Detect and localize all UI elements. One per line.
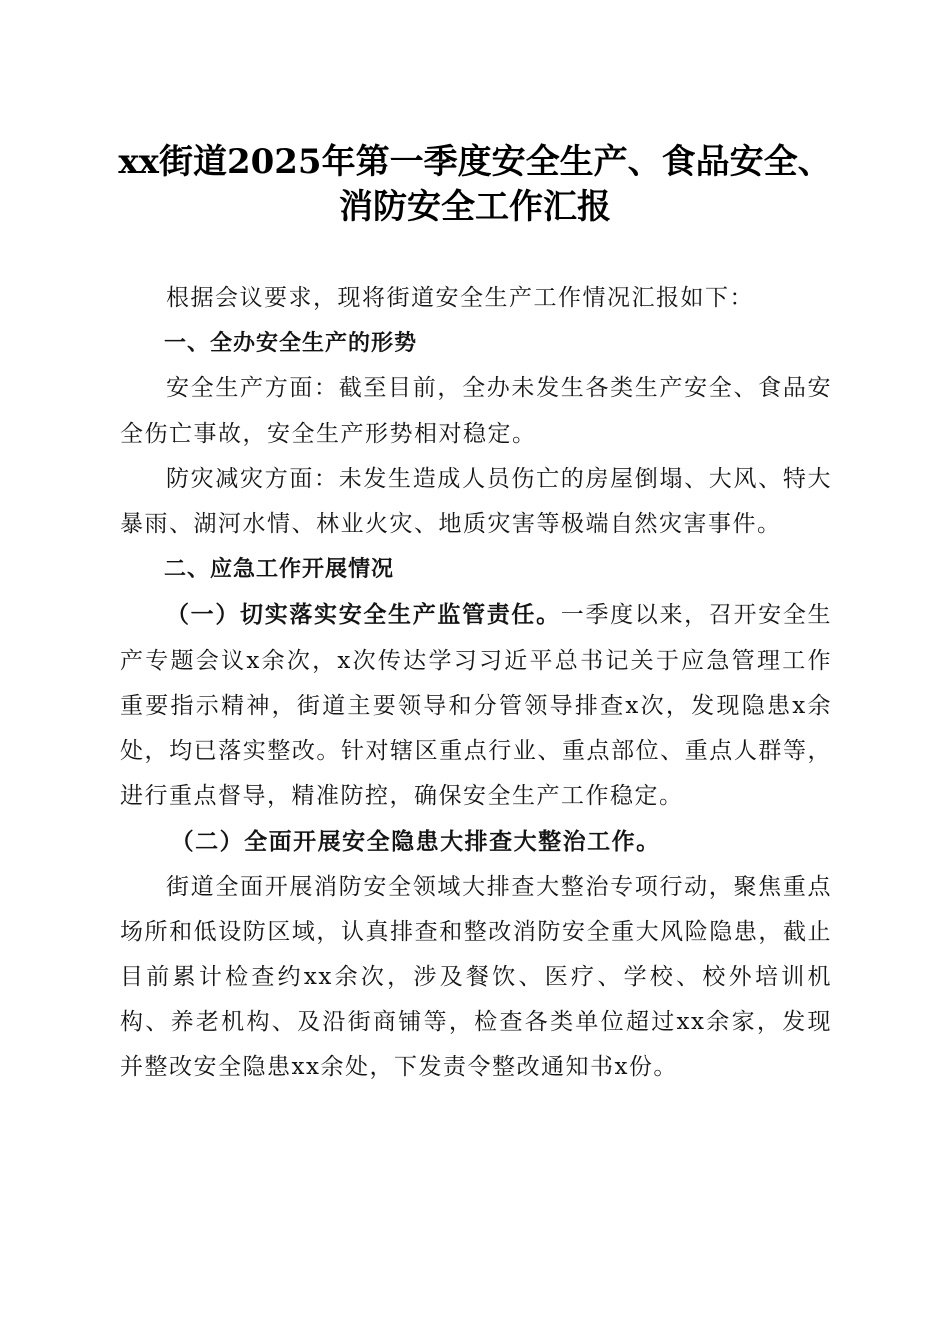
document-title-line-1: xx街道2025年第一季度安全生产、食品安全、 [118,142,832,182]
intro-paragraph: 根据会议要求，现将街道安全生产工作情况汇报如下： [166,285,754,311]
section-2-item-2-heading: （二）全面开展安全隐患大排查大整治工作。 [170,828,661,856]
section-2-item-1-body: 一季度以来，召开安全生产专题会议x余次，x次传达学习习近平总书记关于应急管理工作重要指示精神，街道主要领导和分管领导排查x次，发现隐患x余处，均已落实整改。针对辖区重点行业、重点部位、重点人群等，进行重点督导，精准防控，确保安全生产工作稳定。 [120,602,833,810]
section-1-paragraph-1: 安全生产方面：截至目前，全办未发生各类生产安全、食品安全伤亡事故，安全生产形势相对稳定。 [120,375,832,447]
document-body [120,276,832,1091]
document-title-line-2: 消防安全工作汇报 [339,187,611,227]
section-1-heading: 一、全办安全生产的形势 [164,331,418,357]
section-2-heading: 二、应急工作开展情况 [164,557,395,583]
section-2-item-2-body: 街道全面开展消防安全领域大排查大整治专项行动，聚焦重点场所和低设防区域，认真排查和整改消防安全重大风险隐患，截止目前累计检查约xx余次，涉及餐饮、医疗、学校、校外培训机构、养老机构、及沿街商铺等，检查各类单位超过xx余家，发现并整改安全隐患xx余处，下发责令整改通知书x份。 [120,873,832,1081]
section-1-paragraph-2: 防灾减灾方面：未发生造成人员伤亡的房屋倒塌、大风、特大暴雨、湖河水情、林业火灾、地质灾害等极端自然灾害事件。 [120,465,832,538]
section-2-item-1 [120,592,832,819]
section-2-item-1-lead: （一）切实落实安全生产监管责任。 [166,601,561,629]
